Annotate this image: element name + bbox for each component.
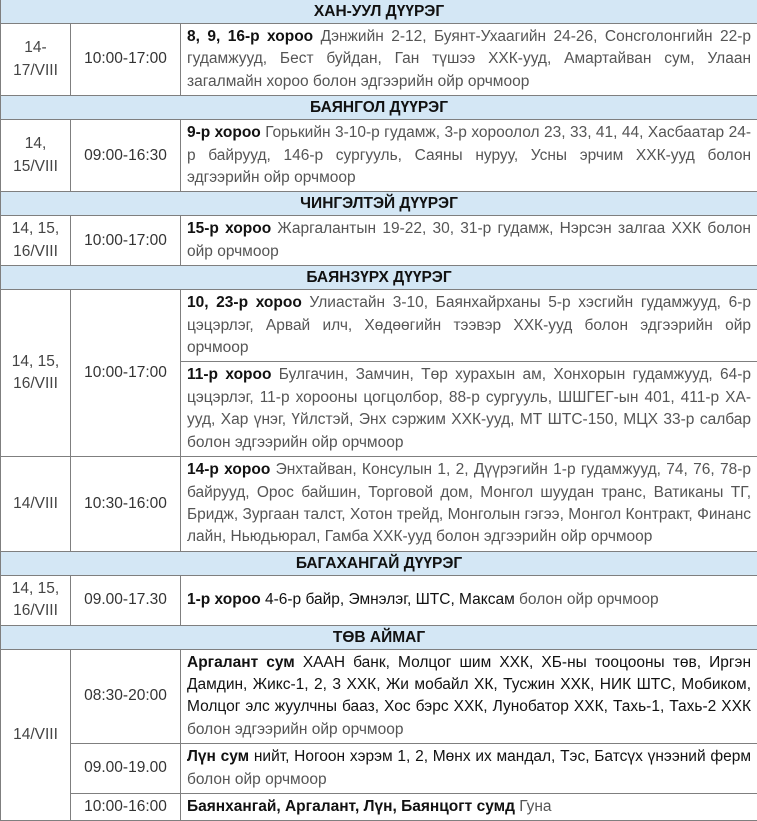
area-description <box>181 649 757 744</box>
soum-label: Баянхангай, Аргалант, Лүн, Баянцогт сумд <box>187 798 515 815</box>
date-cell: 14, 15, 16/VIII <box>1 216 71 266</box>
area-list: болон ойр орчмоор <box>187 771 327 788</box>
district-khoroo-label: 10, 23-р хороо <box>187 294 302 311</box>
district-khoroo-label: 15-р хороо <box>187 220 271 237</box>
section-title-tuv-aimag: ТӨВ АЙМАГ <box>1 625 757 649</box>
time-cell: 09.00-17.30 <box>71 575 181 625</box>
time-cell: 10:00-17:00 <box>71 216 181 266</box>
area-description <box>181 362 757 457</box>
soum-label: Аргалант сум <box>187 654 295 671</box>
section-header-row <box>1 96 757 120</box>
area-list: Булгачин, Замчин, Төр хурахын ам, Хонхорын гудамжууд, 64-р цэцэрлэг, 11-р хорооны цогцолбор, 88-р сургууль, ШШГЕГ-ын 401, 411-р ХА-ууд, Хар үнэг, Үйлстэй, Энх сэржим ХХК-ууд, МТ ШТС-150, МЦХ 33-р салбар болон эдгээрийн ойр орчмоор <box>187 366 751 450</box>
section-title-chingeltei: ЧИНГЭЛТЭЙ ДҮҮРЭГ <box>1 192 757 216</box>
section-header-row <box>1 625 757 649</box>
area-description <box>181 120 757 192</box>
section-title-bayangol: БАЯНГОЛ ДҮҮРЭГ <box>1 96 757 120</box>
district-khoroo-label: 11-р хороо <box>187 366 271 383</box>
table-row <box>1 793 757 820</box>
area-list: болон эдгээрийн ойр орчмоор <box>187 721 403 738</box>
area-description <box>181 744 757 794</box>
area-list-primary: 4-6-р байр, Эмнэлэг, ШТС, Максам <box>261 591 515 608</box>
section-title-bagakhangai: БАГАХАНГАЙ ДҮҮРЭГ <box>1 551 757 575</box>
date-cell: 14-17/VIII <box>1 24 71 96</box>
time-cell: 10:30-16:00 <box>71 457 181 552</box>
table-row <box>1 290 757 362</box>
table-row <box>1 216 757 266</box>
area-description <box>181 457 757 552</box>
section-title-bayanzurkh: БАЯНЗҮРХ ДҮҮРЭГ <box>1 266 757 290</box>
section-header-row <box>1 192 757 216</box>
table-row <box>1 24 757 96</box>
table-row <box>1 120 757 192</box>
area-list: Жаргалантын 19-22, 30, 31-р гудамж, Нэрсэн залгаа ХХК болон ойр орчмоор <box>187 220 751 259</box>
section-title-khan-uul: ХАН-УУЛ ДҮҮРЭГ <box>1 0 757 24</box>
date-cell: 14/VIII <box>1 457 71 552</box>
area-list: Дэнжийн 2-12, Буянт-Ухаагийн 24-26, Сонсголонгийн 22-р гудамжууд, Бест буйдан, Ган түшээ ХХК-ууд, Амартайван сум, Улаан загалмайн хороо болон эдгээрийн ойр орчмоор <box>187 28 751 90</box>
area-list: Горькийн 3-10-р гудамж, 3-р хороолол 23, 33, 41, 44, Хасбаатар 24-р байрууд, 146-р сургууль, Саяны нуруу, Усны эрчим ХХК-ууд болон эдгээрийн ойр орчмоор <box>187 124 751 186</box>
date-cell: 14, 15, 16/VIII <box>1 290 71 457</box>
district-khoroo-label: 8, 9, 16-р хороо <box>187 28 313 45</box>
time-cell: 10:00-16:00 <box>71 793 181 820</box>
district-khoroo-label: 14-р хороо <box>187 461 270 478</box>
area-list: Энхтайван, Консулын 1, 2, Дүүрэгийн 1-р гудамжууд, 74, 76, 78-р байрууд, Орос байшин, Торговой дом, Монгол шуудан транс, Ватиканы ТГ, Бридж, Зургаан талст, Хотон трейд, Монголын гэгээ, Монгол Контракт, Финанс лайн, Ньюдьюрал, Гамба ХХК-ууд болон эдгээрийн ойр орчмоор <box>187 461 751 545</box>
area-description <box>181 793 757 820</box>
district-khoroo-label: 1-р хороо <box>187 591 261 608</box>
section-header-row <box>1 551 757 575</box>
time-cell: 08:30-20:00 <box>71 649 181 744</box>
area-description <box>181 216 757 266</box>
section-header-row <box>1 0 757 24</box>
table-row <box>1 649 757 744</box>
area-list: Гуна <box>515 798 552 815</box>
table-row <box>1 744 757 794</box>
date-cell: 14, 15, 16/VIII <box>1 575 71 625</box>
time-cell: 10:00-17:00 <box>71 24 181 96</box>
time-cell: 09.00-19.00 <box>71 744 181 794</box>
soum-label: Лүн сум <box>187 748 249 765</box>
area-description <box>181 290 757 362</box>
date-cell: 14/VIII <box>1 649 71 821</box>
time-cell: 10:00-17:00 <box>71 290 181 457</box>
district-khoroo-label: 9-р хороо <box>187 124 261 141</box>
table-row <box>1 457 757 552</box>
area-list: Улиастайн 3-10, Баянхайрханы 5-р хэсгийн гудамжууд, 6-р цэцэрлэг, Арвай илч, Хөдөөгийн тээвэр ХХК-ууд болон эдгээрийн ойр орчмоор <box>187 294 751 356</box>
time-cell: 09:00-16:30 <box>71 120 181 192</box>
section-header-row <box>1 266 757 290</box>
area-list-primary: ХААН банк, Молцог шим ХХК, ХБ-ны тооцооны төв, Иргэн Дамдин, Жикс-1, 2, 3 ХХК, Жи мобайл ХК, Тусжин ХХК, НИК ШТС, Мобиком, Молцог элс жуулчны бааз, Хос бэрс ХХК, Лунобатор ХХК, Тахь-1, Тахь-2 ХХК <box>187 654 751 716</box>
date-cell: 14, 15/VIII <box>1 120 71 192</box>
area-description <box>181 575 757 625</box>
area-list-primary: нийт, Ногоон хэрэм 1, 2, Мөнх их мандал, Тэс, Батсүх үнээний ферм <box>249 748 751 765</box>
table-row <box>1 575 757 625</box>
area-description <box>181 24 757 96</box>
area-list: болон ойр орчмоор <box>515 591 659 608</box>
